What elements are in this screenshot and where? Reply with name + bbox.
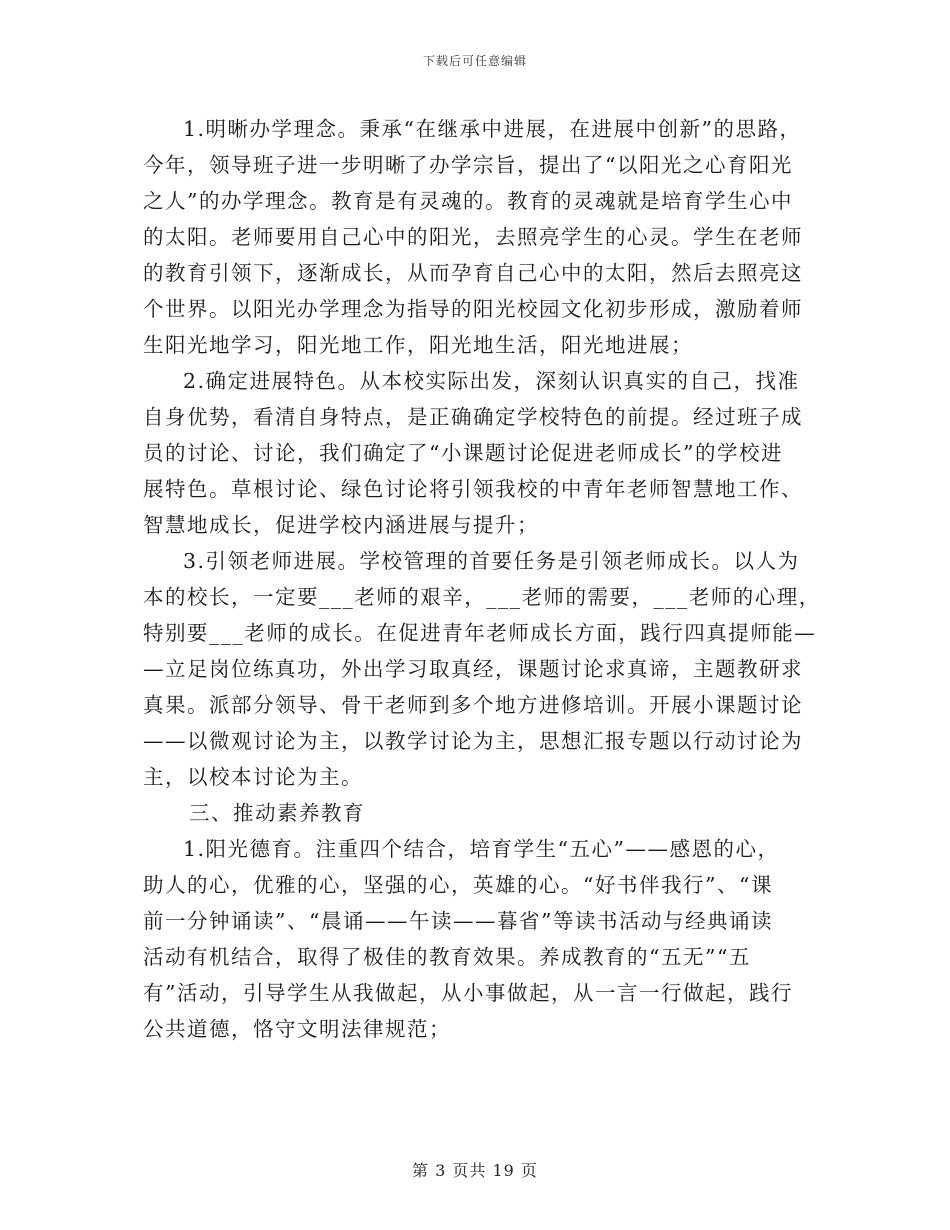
text-line: 自身优势，看清自身特点，是正确确定学校特色的前提。经过班子成 [143,405,803,429]
paragraph-4 [143,831,813,1047]
text-line: 有”活动，引导学生从我做起，从小事做起，从一言一行做起，践行 [143,981,793,1005]
text-line: 今年，领导班子进一步明晰了办学宗旨，提出了“以阳光之心育阳光 [143,153,793,177]
paragraph-2 [143,363,813,543]
text-line: 的教育引领下，逐渐成长，从而孕育自己心中的太阳，然后去照亮这 [143,261,803,285]
text-line: 本的校长，一定要___老师的艰辛，___老师的需要，___老师的心理， [143,585,821,609]
text-line: 活动有机结合，取得了极佳的教育效果。养成教育的“五无”“五 [143,945,751,969]
text-line: 智慧地成长，促进学校内涵进展与提升； [143,513,539,537]
text-line: 员的讨论、讨论，我们确定了“小课题讨论促进老师成长”的学校进 [143,441,783,465]
text-line: 主，以校本讨论为主。 [143,765,363,789]
text-line: 特别要___老师的成长。在促进青年老师成长方面，践行四真提师能— [143,621,817,645]
paragraph-3 [143,543,821,795]
text-line: 前一分钟诵读”、“晨诵——午读——暮省”等读书活动与经典诵读 [143,909,773,933]
text-line: 2.确定进展特色。从本校实际出发，深刻认识真实的自己，找准 [183,369,800,393]
page-header: 下载后可任意编辑 [422,54,527,68]
text-line: —立足岗位练真功，外出学习取真经，课题讨论求真谛，主题教研求 [143,657,803,681]
text-line: 展特色。草根讨论、绿色讨论将引领我校的中青年老师智慧地工作、 [143,477,803,501]
text-line: ——以微观讨论为主，以教学讨论为主，思想汇报专题以行动讨论为 [143,729,803,753]
text-line: 1.阳光德育。注重四个结合，培育学生“五心”——感恩的心， [183,837,780,861]
section-heading: 三、推动素养教育 [189,801,365,825]
text-line: 生阳光地学习，阳光地工作，阳光地生活，阳光地进展； [143,333,693,357]
text-line: 之人”的办学理念。教育是有灵魂的。教育的灵魂就是培育学生心中 [143,189,793,213]
text-line: 公共道德，恪守文明法律规范； [143,1017,451,1041]
text-line: 的太阳。老师要用自己心中的阳光，去照亮学生的心灵。学生在老师 [143,225,803,249]
paragraph-1 [143,111,813,363]
text-line: 3.引领老师进展。学校管理的首要任务是引领老师成长。以人为 [183,549,800,573]
page-number: 第 3 页共 19 页 [412,1161,538,1180]
text-line: 个世界。以阳光办学理念为指导的阳光校园文化初步形成，激励着师 [143,297,803,321]
document-body [143,111,821,1047]
text-line: 1.明晰办学理念。秉承“在继承中进展，在进展中创新”的思路， [183,117,802,141]
text-line: 真果。派部分领导、骨干老师到多个地方进修培训。开展小课题讨论 [143,693,803,717]
text-line: 助人的心，优雅的心，坚强的心，英雄的心。“好书伴我行”、“课 [143,873,773,897]
